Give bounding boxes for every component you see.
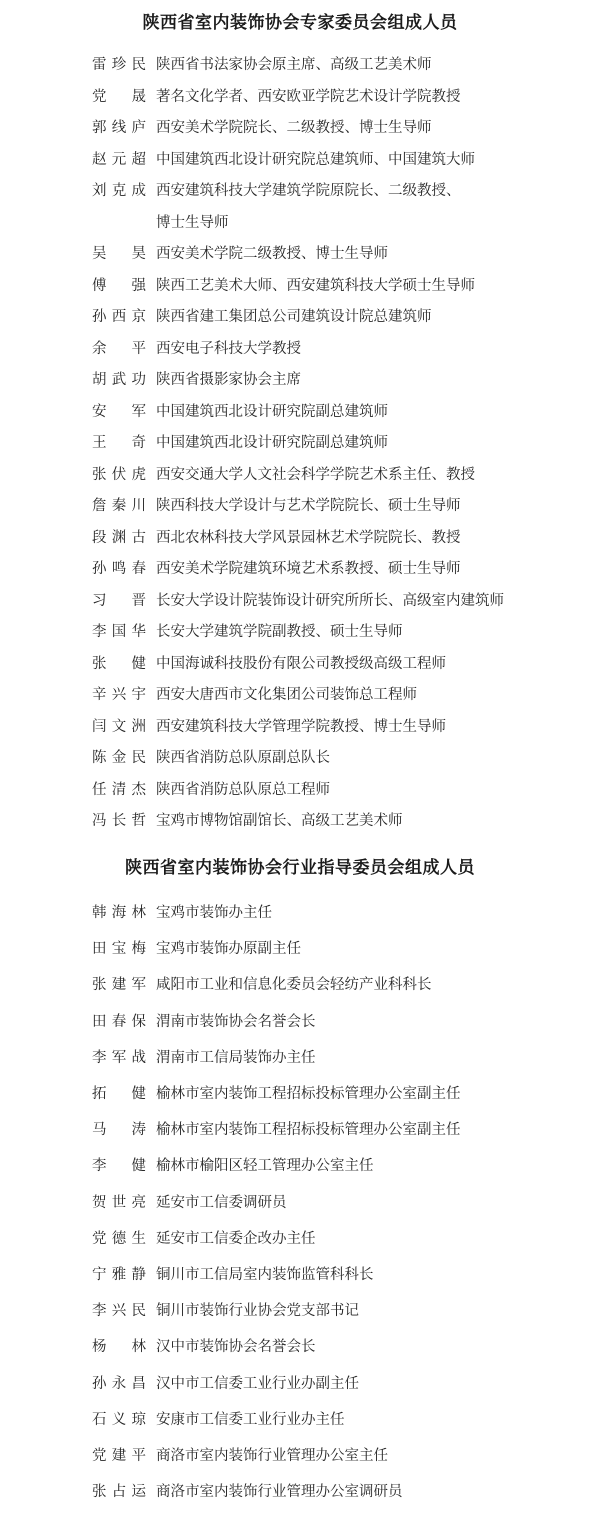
list-item: [92, 931, 592, 967]
list-item: [92, 334, 592, 366]
list-item: [92, 967, 592, 1003]
member-name: 田春保: [92, 1013, 146, 1030]
member-title: 西安大唐西市文化集团公司装饰总工程师: [156, 687, 417, 703]
member-title: 西安交通大学人文社会科学学院艺术系主任、教授: [156, 466, 475, 483]
member-name: 马 涛: [92, 1122, 146, 1139]
member-name: 段渊古: [92, 529, 146, 546]
member-title: 宝鸡市装饰办主任: [156, 905, 272, 921]
list-item: [92, 302, 592, 334]
list-item: [92, 491, 592, 523]
list-item: [92, 1366, 592, 1402]
list-item: [92, 1148, 592, 1184]
member-title: 西安建筑科技大学管理学院教授、博士生导师: [156, 718, 446, 735]
member-name: 余 平: [92, 340, 146, 357]
member-name: 石义琼: [92, 1411, 146, 1428]
member-name: 党建平: [92, 1448, 146, 1465]
list-item: [92, 1293, 592, 1329]
member-title: 陕西省书法家协会原主席、高级工艺美术师: [156, 57, 432, 73]
member-title: 咸阳市工业和信息化委员会轻纺产业科科长: [156, 977, 432, 994]
member-title: 汉中市工信委工业行业办副主任: [156, 1375, 359, 1392]
member-name: 詹秦川: [92, 498, 146, 514]
member-title: 商洛市室内装饰行业管理办公室主任: [156, 1448, 388, 1465]
member-name: 李军战: [92, 1049, 146, 1066]
member-name: 宁雅静: [92, 1267, 146, 1284]
list-item: [92, 1040, 592, 1076]
list-item: [92, 397, 592, 429]
list-item: [92, 176, 592, 239]
member-title: 铜川市工信局室内装饰监管科科长: [156, 1267, 374, 1284]
member-name: 闫文洲: [92, 718, 146, 735]
member-title: 西安电子科技大学教授: [156, 340, 301, 357]
member-title: 陕西省消防总队原副总队长: [156, 750, 330, 766]
list-item: [92, 523, 592, 555]
member-name: 李 健: [92, 1158, 146, 1175]
member-name: 贺世亮: [92, 1194, 146, 1211]
member-name: 刘克成: [92, 183, 146, 199]
member-name: 张 健: [92, 655, 146, 672]
member-title: 商洛市室内装饰行业管理办公室调研员: [156, 1484, 403, 1501]
member-title: 延安市工信委企改办主任: [156, 1230, 316, 1247]
industry-committee-title: 陕西省室内装饰协会行业指导委员会组成人员: [125, 858, 475, 878]
list-item: [92, 806, 592, 838]
member-name: 郭线庐: [92, 120, 146, 136]
member-title-continued: 博士生导师: [156, 214, 229, 231]
list-item: [92, 460, 592, 492]
member-title: 西安美术学院院长、二级教授、博士生导师: [156, 120, 432, 136]
member-title: 宝鸡市博物馆副馆长、高级工艺美术师: [156, 813, 403, 829]
member-name: 雷珍民: [92, 57, 146, 73]
list-item: [92, 239, 592, 271]
member-title: 中国建筑西北设计研究院副总建筑师: [156, 435, 388, 451]
member-name: 张占运: [92, 1484, 146, 1501]
member-name: 党德生: [92, 1230, 146, 1247]
member-name: 傅 强: [92, 277, 146, 294]
list-item: [92, 1257, 592, 1293]
list-item: [92, 743, 592, 775]
member-title: 西安美术学院二级教授、博士生导师: [156, 246, 388, 262]
member-name: 张伏虎: [92, 466, 146, 483]
member-name: 吴 昊: [92, 246, 146, 262]
member-name: 陈金民: [92, 750, 146, 766]
list-item: [92, 1402, 592, 1438]
member-title: 中国海诚科技股份有限公司教授级高级工程师: [156, 655, 446, 672]
list-item: [92, 586, 592, 618]
list-item: [92, 428, 592, 460]
member-title: 长安大学设计院装饰设计研究所所长、高级室内建筑师: [156, 592, 504, 609]
member-title: 渭南市工信局装饰办主任: [156, 1049, 316, 1066]
member-name: 孙永昌: [92, 1375, 146, 1392]
member-name: 李兴民: [92, 1303, 146, 1320]
list-item: [92, 649, 592, 681]
list-item: [92, 712, 592, 744]
member-title: 安康市工信委工业行业办主任: [156, 1411, 345, 1428]
member-name: 孙鸣春: [92, 561, 146, 577]
member-name: 任清杰: [92, 781, 146, 798]
list-item: [92, 145, 592, 177]
list-item: [92, 1329, 592, 1365]
expert-committee-title: 陕西省室内装饰协会专家委员会组成人员: [142, 13, 458, 33]
list-item: [92, 680, 592, 712]
member-title: 陕西科技大学设计与艺术学院院长、硕士生导师: [156, 498, 461, 514]
member-title: 西安建筑科技大学建筑学院原院长、二级教授、: [156, 183, 461, 199]
member-title: 榆林市室内装饰工程招标投标管理办公室副主任: [156, 1122, 461, 1139]
list-item: [92, 1474, 592, 1510]
list-item: [92, 554, 592, 586]
member-title: 榆林市室内装饰工程招标投标管理办公室副主任: [156, 1086, 461, 1103]
member-name: 王 奇: [92, 435, 146, 451]
member-title: 铜川市装饰行业协会党支部书记: [156, 1303, 359, 1320]
member-name: 田宝梅: [92, 941, 146, 958]
member-name: 赵元超: [92, 151, 146, 168]
list-item: [92, 1004, 592, 1040]
member-name: 习 晋: [92, 592, 146, 609]
member-name: 拓 健: [92, 1086, 146, 1103]
industry-committee-list: [92, 895, 592, 1510]
list-item: [92, 1185, 592, 1221]
list-item: [92, 775, 592, 807]
list-item: [92, 82, 592, 114]
member-title: 西安美术学院建筑环境艺术系教授、硕士生导师: [156, 561, 461, 577]
list-item: [92, 1221, 592, 1257]
member-name: 党 晟: [92, 88, 146, 105]
member-name: 辛兴宇: [92, 687, 146, 703]
member-name: 胡武功: [92, 372, 146, 388]
list-item: [92, 50, 592, 82]
list-item: [92, 365, 592, 397]
member-name: 韩海林: [92, 905, 146, 921]
member-name: 杨 林: [92, 1339, 146, 1356]
member-name: 安 军: [92, 403, 146, 420]
member-title: 汉中市装饰协会名誉会长: [156, 1339, 316, 1356]
list-item: [92, 1438, 592, 1474]
list-item: [92, 617, 592, 649]
member-title: 陕西工艺美术大师、西安建筑科技大学硕士生导师: [156, 277, 475, 294]
member-name: 冯长哲: [92, 813, 146, 829]
list-item: [92, 895, 592, 931]
member-name: 李国华: [92, 624, 146, 640]
list-item: [92, 1112, 592, 1148]
list-item: [92, 271, 592, 303]
member-title: 著名文化学者、西安欧亚学院艺术设计学院教授: [156, 88, 461, 105]
list-item: [92, 113, 592, 145]
member-title: 宝鸡市装饰办原副主任: [156, 941, 301, 958]
member-title: 陕西省摄影家协会主席: [156, 372, 301, 388]
member-title: 渭南市装饰协会名誉会长: [156, 1013, 316, 1030]
member-title: 陕西省建工集团总公司建筑设计院总建筑师: [156, 309, 432, 325]
member-title: 延安市工信委调研员: [156, 1194, 287, 1211]
expert-committee-list: [92, 50, 592, 838]
member-title: 陕西省消防总队原总工程师: [156, 781, 330, 798]
member-title: 西北农林科技大学风景园林艺术学院院长、教授: [156, 529, 461, 546]
list-item: [92, 1076, 592, 1112]
member-title: 中国建筑西北设计研究院总建筑师、中国建筑大师: [156, 151, 475, 168]
member-title: 榆林市榆阳区轻工管理办公室主任: [156, 1158, 374, 1175]
member-name: 张建军: [92, 977, 146, 994]
member-title: 中国建筑西北设计研究院副总建筑师: [156, 403, 388, 420]
member-name: 孙西京: [92, 309, 146, 325]
member-title: 长安大学建筑学院副教授、硕士生导师: [156, 624, 403, 640]
